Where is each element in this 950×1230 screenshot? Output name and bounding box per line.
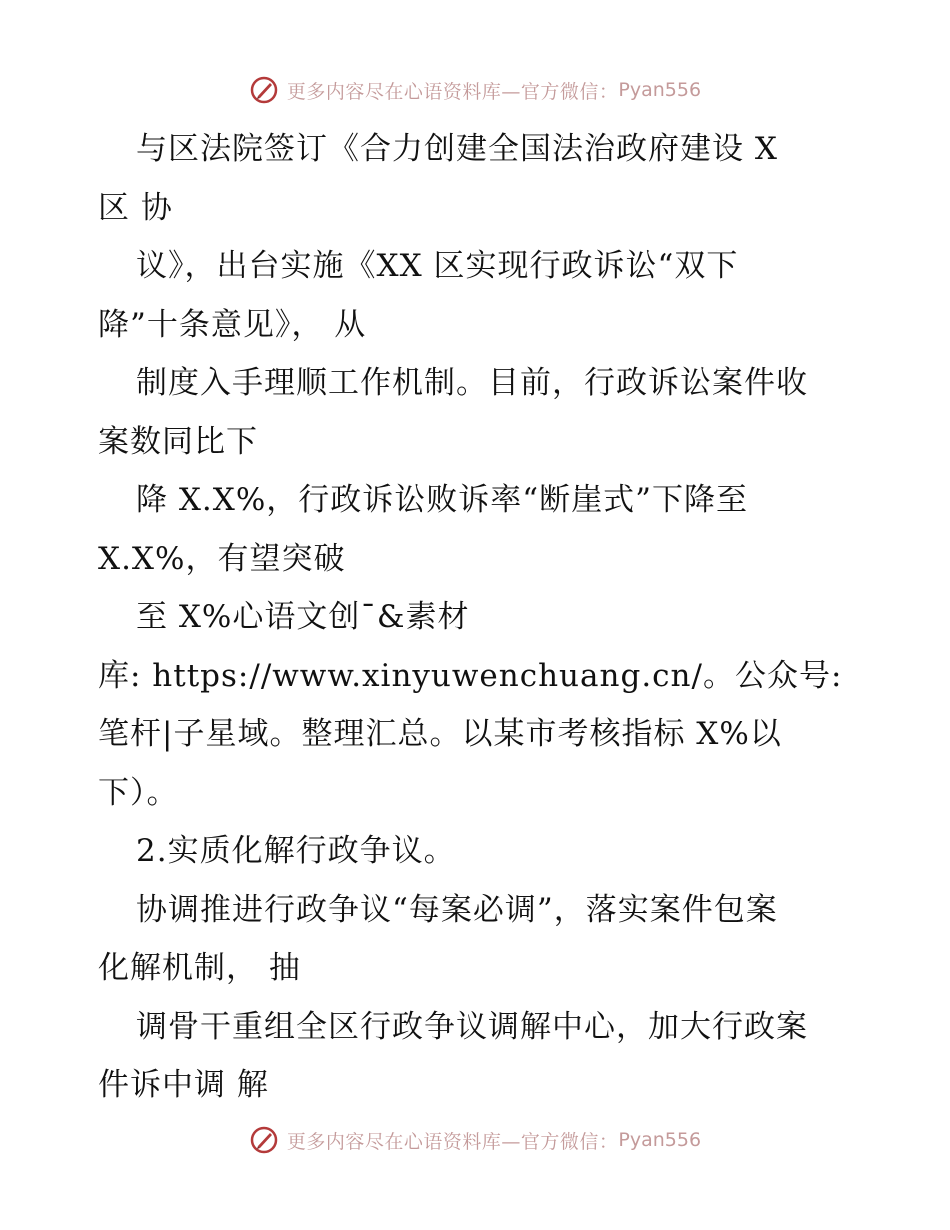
text-line: 至 X%心语文创¯&素材 [136,599,470,635]
text-line: 化解机制， 抽 [98,950,301,986]
quill-seal-icon [249,1125,279,1155]
text-line: 库: https://www.xinyuwenchuang.cn/。公众号: [98,657,843,694]
text-line: 下）。 [98,774,179,811]
banner-text: 更多内容尽在心语资料库—官方微信： [286,1130,619,1153]
banner-wechat-id: Pyan556 [618,1129,702,1151]
text-line: 件诉中调 解 [98,1067,269,1103]
footer-banner [0,1120,950,1160]
text-line: 与区法院签订《合力创建全国法治政府建设 X [136,131,778,167]
text-line: 降 X.X%，行政诉讼败诉率“断崖式”下降至 [136,482,748,518]
quill-seal-icon [249,75,279,105]
text-line: 区 协 [98,189,173,226]
text-line: 2.实质化解行政争议。 [136,833,456,869]
text-line: 笔杆|子星域。整理汇总。以某市考核指标 X%以 [98,716,782,752]
banner-text: 更多内容尽在心语资料库—官方微信： [286,80,619,103]
text-line: 议》，出台实施《XX 区实现行政诉讼“双下 [136,248,739,284]
text-line: 制度入手理顺工作机制。目前，行政诉讼案件收 [136,365,808,401]
text-line: 降”十条意见》， 从 [98,306,367,343]
banner-wechat-id: Pyan556 [618,79,702,101]
text-line: 案数同比下 [98,423,258,460]
document-body [98,120,868,1115]
text-line: 调骨干重组全区行政争议调解中心，加大行政案 [136,1008,808,1045]
text-line: 协调推进行政争议“每案必调”，落实案件包案 [136,891,778,928]
header-banner [0,70,950,110]
text-line: X.X%，有望突破 [98,540,346,577]
